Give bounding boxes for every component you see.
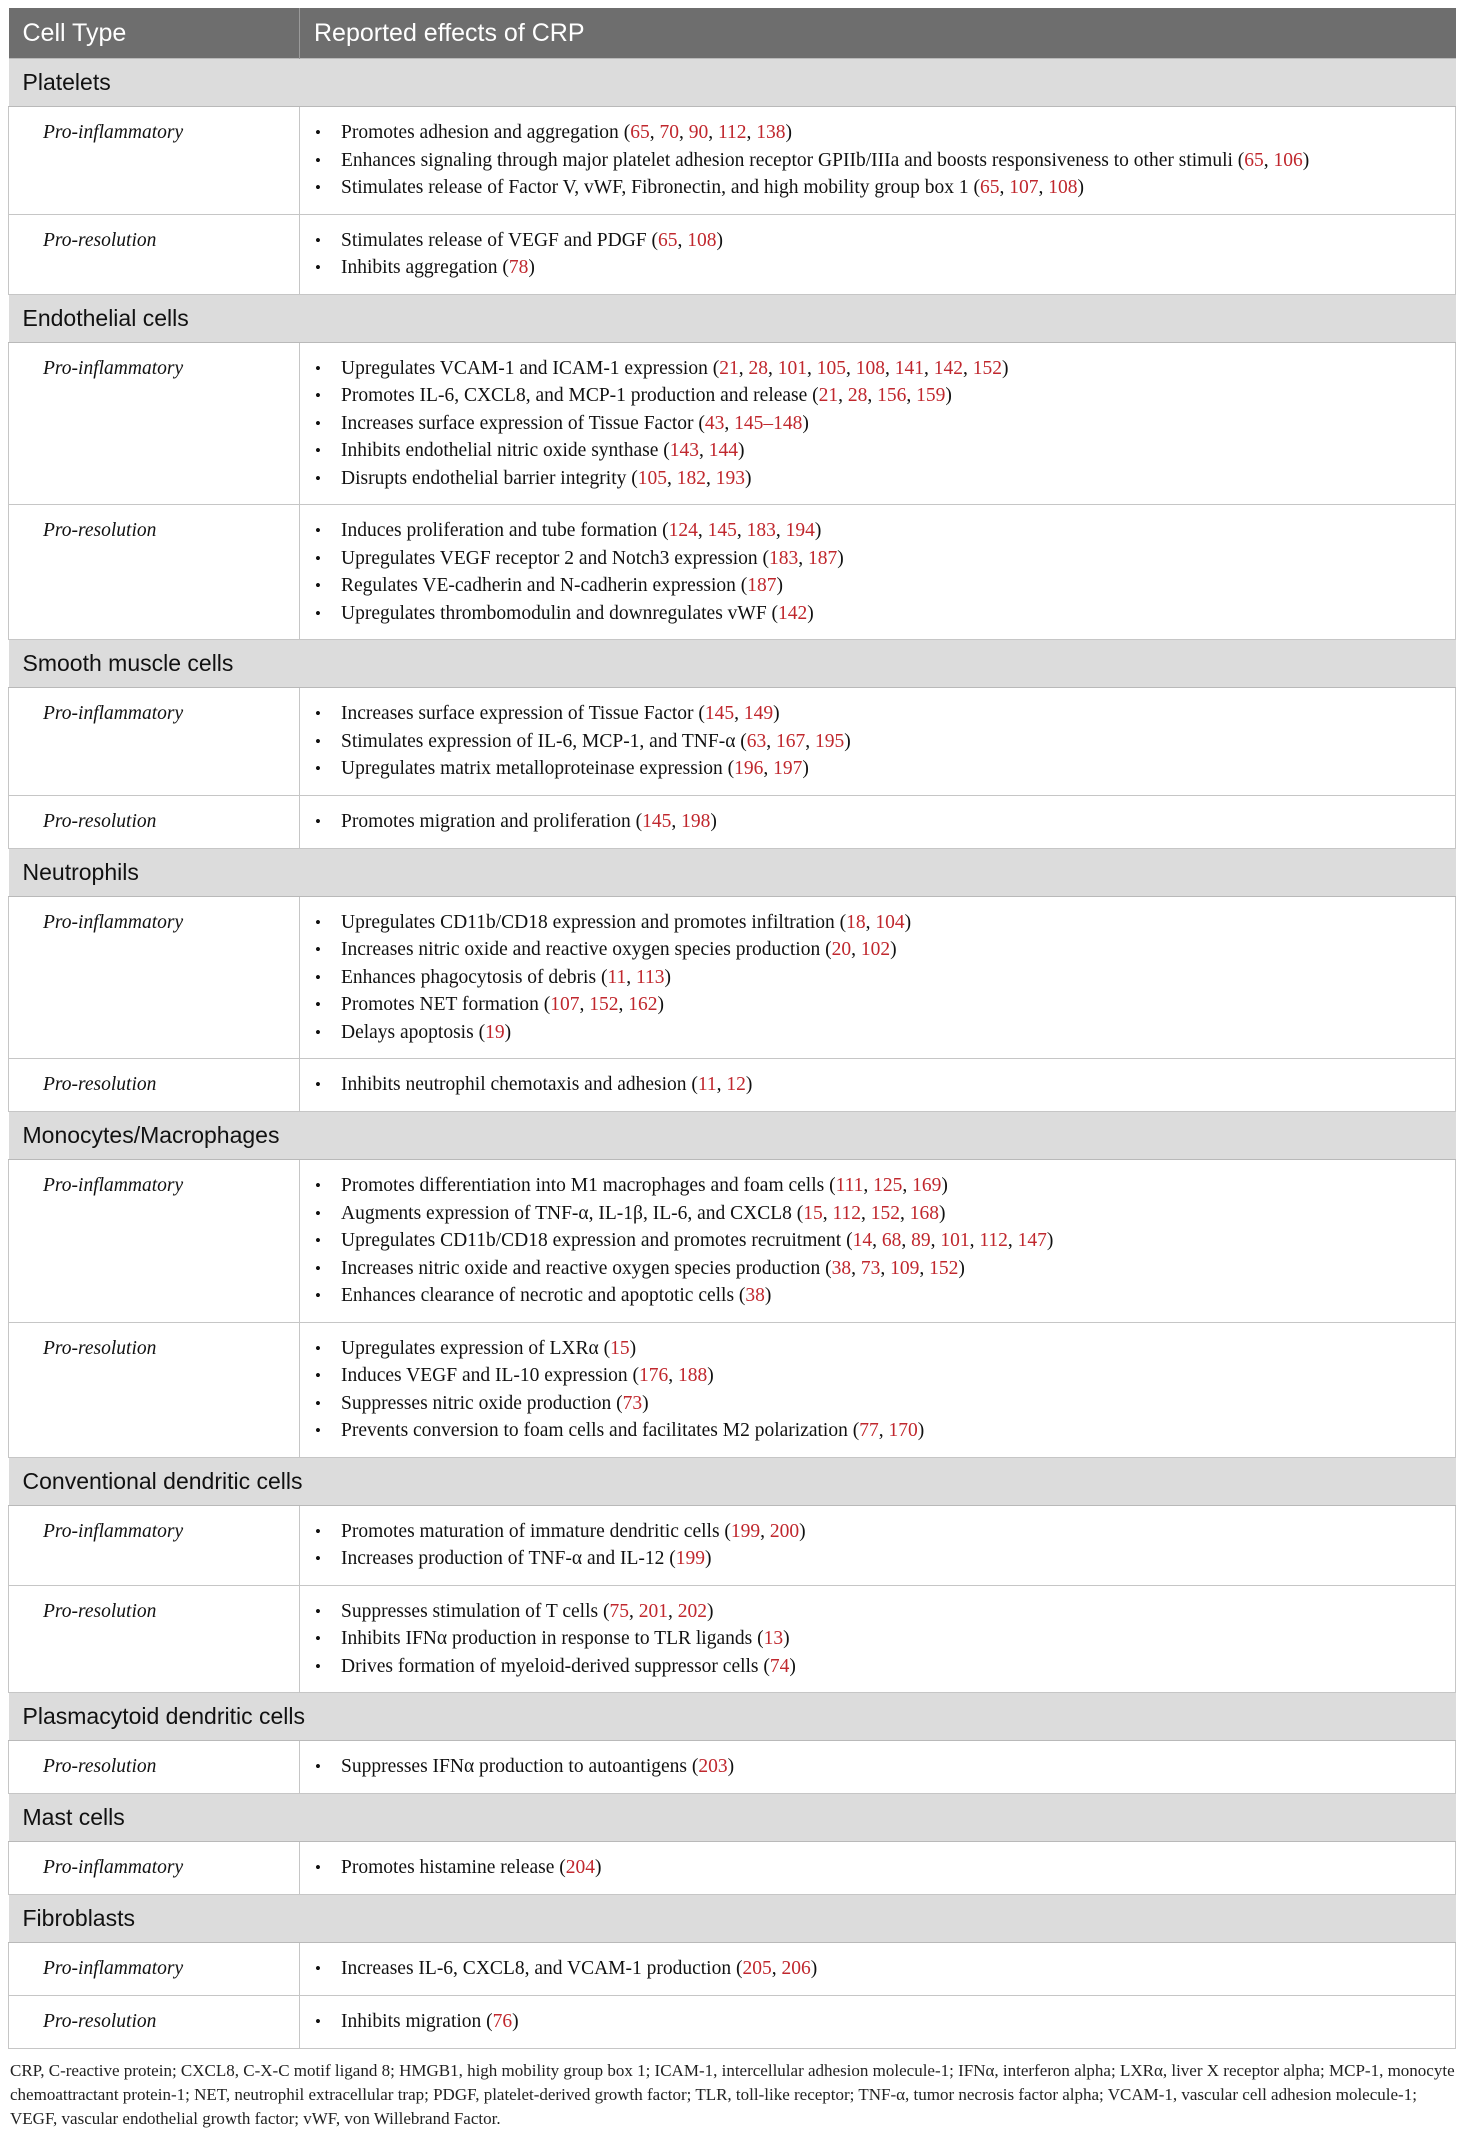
reference-link[interactable]: 145–148 bbox=[734, 412, 803, 434]
reference-link[interactable]: 156 bbox=[877, 385, 907, 406]
effect-text: Promotes differentiation into M1 macrophages and foam cells bbox=[341, 1175, 825, 1196]
reference-link[interactable]: 113 bbox=[635, 966, 665, 988]
effect-text: Upregulates CD11b/CD18 expression and promotes infiltration bbox=[341, 911, 835, 933]
reference-link[interactable]: 162 bbox=[628, 994, 658, 1015]
effect-text: Drives formation of myeloid-derived suppressor cells bbox=[341, 1655, 759, 1677]
effect-text: Increases production of TNF-α and IL-12 bbox=[341, 1548, 665, 1569]
reference-link[interactable]: 152 bbox=[929, 1257, 959, 1279]
reference-link[interactable]: 167 bbox=[776, 730, 806, 752]
effect-text: Increases surface expression of Tissue Factor bbox=[341, 412, 694, 434]
effects-cell bbox=[300, 1943, 1456, 1996]
effect-list-item: • Upregulates VEGF receptor 2 and Notch3 expression (183, 187) bbox=[341, 545, 1454, 573]
effects-list bbox=[301, 1071, 1454, 1099]
effect-list-item: • Inhibits endothelial nitric oxide synthase (143, 144) bbox=[341, 437, 1454, 465]
effect-list-item: • Inhibits migration (76) bbox=[341, 2008, 1454, 2036]
reference-link[interactable]: 170 bbox=[888, 1420, 918, 1441]
section-title: Neutrophils bbox=[9, 848, 1456, 896]
effect-text: Inhibits neutrophil chemotaxis and adhesion bbox=[341, 1074, 687, 1095]
effect-list-item: • Increases IL-6, CXCL8, and VCAM-1 production (205, 206) bbox=[341, 1955, 1454, 1983]
reference-link[interactable]: 107 bbox=[1009, 177, 1039, 198]
reference-link[interactable]: 105 bbox=[637, 467, 668, 489]
reference-link[interactable]: 43 bbox=[704, 412, 725, 434]
section-title: Endothelial cells bbox=[9, 294, 1456, 342]
header-cell-type: Cell Type bbox=[9, 8, 300, 59]
effect-category-label: Pro-resolution bbox=[9, 1996, 300, 2049]
section-title: Mast cells bbox=[9, 1794, 1456, 1842]
reference-link[interactable]: 106 bbox=[1273, 149, 1303, 171]
reference-link[interactable]: 200 bbox=[769, 1520, 800, 1542]
effect-category-label: Pro-inflammatory bbox=[9, 1160, 300, 1323]
effect-list-item: • Inhibits IFNα production in response to TLR ligands (13) bbox=[341, 1625, 1454, 1653]
effect-list-item: • Upregulates matrix metalloproteinase expression (196, 197) bbox=[341, 755, 1454, 783]
effect-group-row bbox=[9, 1842, 1456, 1895]
reference-link[interactable]: 65 bbox=[979, 177, 1000, 198]
effect-list-item: • Increases nitric oxide and reactive oxygen species production (20, 102) bbox=[341, 936, 1454, 964]
effect-text: Induces VEGF and IL-10 expression bbox=[341, 1365, 628, 1386]
effect-category-label: Pro-resolution bbox=[9, 214, 300, 294]
reference-link[interactable]: 14 bbox=[852, 1230, 873, 1251]
reference-link[interactable]: 195 bbox=[815, 730, 845, 752]
reference-link[interactable]: 147 bbox=[1017, 1230, 1047, 1251]
reference-link[interactable]: 78 bbox=[508, 257, 529, 278]
effect-list-item: • Upregulates VCAM-1 and ICAM-1 expression (21, 28, 101, 105, 108, 141, 142, 152) bbox=[341, 355, 1454, 383]
effect-list-item: • Increases surface expression of Tissue Factor (145, 149) bbox=[341, 700, 1454, 728]
reference-link[interactable]: 65 bbox=[1244, 149, 1264, 171]
reference-link[interactable]: 197 bbox=[773, 758, 803, 779]
effect-category-label: Pro-resolution bbox=[9, 1585, 300, 1693]
effect-text: Induces proliferation and tube formation bbox=[341, 520, 658, 541]
effect-list-item: • Stimulates release of VEGF and PDGF (65, 108) bbox=[341, 227, 1454, 255]
effect-group-row bbox=[9, 1996, 1456, 2049]
reference-link[interactable]: 199 bbox=[675, 1548, 706, 1569]
effects-list bbox=[301, 700, 1454, 783]
effect-category-label: Pro-inflammatory bbox=[9, 688, 300, 796]
effect-text: Promotes adhesion and aggregation bbox=[341, 122, 619, 143]
effects-list bbox=[301, 227, 1454, 282]
reference-link[interactable]: 168 bbox=[909, 1202, 940, 1224]
effect-text: Enhances signaling through major platelet adhesion receptor GPIIb/IIIa and boosts responsiveness to other stimuli bbox=[341, 149, 1233, 171]
effect-text: Inhibits aggregation bbox=[341, 257, 498, 278]
section-title: Smooth muscle cells bbox=[9, 640, 1456, 688]
effects-cell bbox=[300, 107, 1456, 215]
header-reported-effects: Reported effects of CRP bbox=[300, 8, 1456, 59]
reference-link[interactable]: 176 bbox=[639, 1365, 669, 1386]
effect-category-label: Pro-inflammatory bbox=[9, 1943, 300, 1996]
effect-group-row bbox=[9, 1160, 1456, 1323]
effects-list bbox=[301, 517, 1454, 627]
effect-list-item: • Induces proliferation and tube formation (124, 145, 183, 194) bbox=[341, 517, 1454, 545]
section-row-neutrophils bbox=[9, 848, 1456, 896]
effect-list-item: • Suppresses IFNα production to autoantigens (203) bbox=[341, 1753, 1454, 1781]
effect-group-row bbox=[9, 214, 1456, 294]
effect-group-row bbox=[9, 1322, 1456, 1457]
effect-text: Upregulates expression of LXRα bbox=[341, 1337, 599, 1359]
effects-list bbox=[301, 1854, 1454, 1882]
effect-list-item: • Enhances phagocytosis of debris (11, 113) bbox=[341, 964, 1454, 992]
reference-link[interactable]: 152 bbox=[589, 994, 619, 1015]
reference-link[interactable]: 142 bbox=[778, 602, 808, 624]
effects-list bbox=[301, 1335, 1454, 1445]
reference-link[interactable]: 11 bbox=[697, 1074, 717, 1095]
reference-link[interactable]: 112 bbox=[717, 122, 747, 143]
reference-link[interactable]: 65 bbox=[630, 122, 650, 143]
reference-link[interactable]: 77 bbox=[859, 1420, 879, 1441]
reference-link[interactable]: 89 bbox=[911, 1230, 931, 1251]
effect-list-item: • Induces VEGF and IL-10 expression (176, 188) bbox=[341, 1362, 1454, 1390]
effect-list-item: • Promotes histamine release (204) bbox=[341, 1854, 1454, 1882]
reference-link[interactable]: 65 bbox=[658, 229, 678, 251]
reference-link[interactable]: 108 bbox=[1048, 177, 1078, 198]
effect-text: Stimulates release of VEGF and PDGF bbox=[341, 229, 647, 251]
effect-list-item: • Promotes IL-6, CXCL8, and MCP-1 production and release (21, 28, 156, 159) bbox=[341, 382, 1454, 410]
effects-cell bbox=[300, 505, 1456, 640]
effect-list-item: • Suppresses nitric oxide production (73) bbox=[341, 1390, 1454, 1418]
effect-group-row bbox=[9, 688, 1456, 796]
effect-text: Stimulates expression of IL-6, MCP-1, and TNF-α bbox=[341, 730, 736, 752]
effects-list bbox=[301, 1753, 1454, 1781]
effect-list-item: • Promotes differentiation into M1 macrophages and foam cells (111, 125, 169) bbox=[341, 1172, 1454, 1200]
effect-text: Promotes maturation of immature dendritic cells bbox=[341, 1520, 720, 1542]
reference-link[interactable]: 21 bbox=[719, 357, 739, 379]
reference-link[interactable]: 11 bbox=[607, 966, 627, 988]
effect-category-label: Pro-resolution bbox=[9, 505, 300, 640]
effect-text: Promotes histamine release bbox=[341, 1857, 555, 1878]
effect-list-item: • Delays apoptosis (19) bbox=[341, 1019, 1454, 1047]
effect-text: Disrupts endothelial barrier integrity bbox=[341, 467, 627, 489]
effect-list-item: • Augments expression of TNF-α, IL-1β, IL-6, and CXCL8 (15, 112, 152, 168) bbox=[341, 1200, 1454, 1228]
reference-link[interactable]: 19 bbox=[485, 1021, 505, 1043]
effect-group-row bbox=[9, 1585, 1456, 1693]
section-row-monocytes-macrophages bbox=[9, 1112, 1456, 1160]
reference-link[interactable]: 109 bbox=[890, 1257, 920, 1279]
reference-link[interactable]: 18 bbox=[846, 911, 866, 933]
effects-cell bbox=[300, 1059, 1456, 1112]
reference-link[interactable]: 187 bbox=[747, 575, 777, 596]
reference-link[interactable]: 199 bbox=[730, 1520, 761, 1542]
effects-list bbox=[301, 1955, 1454, 1983]
reference-link[interactable]: 68 bbox=[881, 1230, 902, 1251]
effect-list-item: • Promotes migration and proliferation (145, 198) bbox=[341, 808, 1454, 836]
reference-link[interactable]: 75 bbox=[609, 1600, 629, 1622]
reference-link[interactable]: 145 bbox=[642, 810, 672, 832]
reference-link[interactable]: 20 bbox=[831, 939, 852, 960]
reference-link[interactable]: 198 bbox=[681, 810, 711, 832]
effect-list-item: • Enhances signaling through major platelet adhesion receptor GPIIb/IIIa and boosts responsiveness to other stimuli (65, 106) bbox=[341, 147, 1454, 175]
reference-link[interactable]: 152 bbox=[870, 1202, 901, 1224]
effect-text: Prevents conversion to foam cells and facilitates M2 polarization bbox=[341, 1420, 848, 1441]
effect-text: Promotes IL-6, CXCL8, and MCP-1 production and release bbox=[341, 385, 808, 406]
reference-link[interactable]: 183 bbox=[746, 520, 776, 541]
reference-link[interactable]: 38 bbox=[745, 1285, 765, 1306]
reference-link[interactable]: 21 bbox=[818, 385, 839, 406]
effect-list-item: • Suppresses stimulation of T cells (75, 201, 202) bbox=[341, 1598, 1454, 1626]
effects-list bbox=[301, 2008, 1454, 2036]
effect-list-item: • Enhances clearance of necrotic and apoptotic cells (38) bbox=[341, 1282, 1454, 1310]
reference-link[interactable]: 111 bbox=[835, 1175, 864, 1196]
effect-category-label: Pro-inflammatory bbox=[9, 342, 300, 505]
reference-link[interactable]: 142 bbox=[933, 357, 963, 379]
effects-cell bbox=[300, 1160, 1456, 1323]
effect-category-label: Pro-inflammatory bbox=[9, 1505, 300, 1585]
effect-text: Upregulates VCAM-1 and ICAM-1 expression bbox=[341, 357, 708, 379]
effect-list-item: • Promotes NET formation (107, 152, 162) bbox=[341, 991, 1454, 1019]
effect-text: Inhibits migration bbox=[341, 2011, 482, 2032]
effect-list-item: • Inhibits neutrophil chemotaxis and adhesion (11, 12) bbox=[341, 1071, 1454, 1099]
effects-list bbox=[301, 1598, 1454, 1681]
reference-link[interactable]: 105 bbox=[816, 357, 846, 379]
effect-list-item: • Stimulates release of Factor V, vWF, Fibronectin, and high mobility group box 1 (65, 107, 108) bbox=[341, 174, 1454, 202]
reference-link[interactable]: 204 bbox=[565, 1857, 595, 1878]
crp-effects-table-container bbox=[8, 8, 1455, 2131]
reference-link[interactable]: 187 bbox=[808, 547, 838, 569]
effect-text: Upregulates matrix metalloproteinase expression bbox=[341, 758, 723, 779]
effects-cell bbox=[300, 1585, 1456, 1693]
table-body bbox=[9, 59, 1456, 2049]
section-row-conventional-dendritic-cells bbox=[9, 1457, 1456, 1505]
effect-text: Upregulates VEGF receptor 2 and Notch3 expression bbox=[341, 547, 758, 569]
reference-link[interactable]: 63 bbox=[746, 730, 767, 752]
effect-text: Delays apoptosis bbox=[341, 1021, 474, 1043]
effect-list-item: • Drives formation of myeloid-derived suppressor cells (74) bbox=[341, 1653, 1454, 1681]
effect-list-item: • Promotes adhesion and aggregation (65, 70, 90, 112, 138) bbox=[341, 119, 1454, 147]
reference-link[interactable]: 112 bbox=[979, 1230, 1008, 1251]
effect-group-row bbox=[9, 1741, 1456, 1794]
reference-link[interactable]: 194 bbox=[785, 520, 815, 541]
effect-text: Suppresses nitric oxide production bbox=[341, 1392, 612, 1414]
section-title: Fibroblasts bbox=[9, 1895, 1456, 1943]
effect-category-label: Pro-resolution bbox=[9, 1741, 300, 1794]
reference-link[interactable]: 202 bbox=[677, 1600, 707, 1622]
reference-link[interactable]: 90 bbox=[688, 122, 709, 143]
reference-link[interactable]: 38 bbox=[831, 1257, 852, 1279]
effect-group-row bbox=[9, 505, 1456, 640]
effect-category-label: Pro-inflammatory bbox=[9, 1842, 300, 1895]
reference-link[interactable]: 73 bbox=[860, 1257, 881, 1279]
effects-cell bbox=[300, 1505, 1456, 1585]
effects-cell bbox=[300, 896, 1456, 1059]
effects-list bbox=[301, 355, 1454, 493]
reference-link[interactable]: 203 bbox=[698, 1756, 728, 1777]
reference-link[interactable]: 70 bbox=[659, 122, 679, 143]
reference-link[interactable]: 196 bbox=[734, 758, 764, 779]
reference-link[interactable]: 143 bbox=[669, 440, 699, 461]
table-footnote: CRP, C-reactive protein; CXCL8, C-X-C motif ligand 8; HMGB1, high mobility group box 1; ICAM-1, intercellular adhesion molecule-1; IFNα, interferon alpha; LXRα, liver X receptor alpha; MCP-1, monocyte chemoattractant protein-1; NET, neutrophil extracellular trap; PDGF, platelet-derived growth factor; TLR, toll-like receptor; TNF-α, tumor necrosis factor alpha; VCAM-1, vascular cell adhesion molecule-1; VEGF, vascular endothelial growth factor; vWF, von Willebrand Factor. bbox=[10, 2061, 1455, 2128]
effect-list-item: • Upregulates CD11b/CD18 expression and promotes recruitment (14, 68, 89, 101, 112, 147) bbox=[341, 1227, 1454, 1255]
effect-text: Enhances phagocytosis of debris bbox=[341, 966, 597, 988]
effect-list-item: • Increases production of TNF-α and IL-12 (199) bbox=[341, 1545, 1454, 1573]
section-title: Platelets bbox=[9, 59, 1456, 107]
effect-group-row bbox=[9, 1059, 1456, 1112]
reference-link[interactable]: 73 bbox=[622, 1392, 643, 1414]
reference-link[interactable]: 183 bbox=[769, 547, 799, 569]
effects-cell bbox=[300, 795, 1456, 848]
section-row-smooth-muscle-cells bbox=[9, 640, 1456, 688]
reference-link[interactable]: 206 bbox=[781, 1958, 811, 1979]
section-row-mast-cells bbox=[9, 1794, 1456, 1842]
effects-cell bbox=[300, 1996, 1456, 2049]
effects-cell bbox=[300, 342, 1456, 505]
effect-text: Increases nitric oxide and reactive oxygen species production bbox=[341, 1257, 821, 1279]
effects-list bbox=[301, 909, 1454, 1047]
effect-category-label: Pro-resolution bbox=[9, 795, 300, 848]
effect-list-item: • Disrupts endothelial barrier integrity (105, 182, 193) bbox=[341, 465, 1454, 493]
effect-text: Upregulates CD11b/CD18 expression and promotes recruitment bbox=[341, 1230, 842, 1251]
reference-link[interactable]: 12 bbox=[726, 1074, 746, 1095]
effect-text: Stimulates release of Factor V, vWF, Fibronectin, and high mobility group box 1 bbox=[341, 177, 969, 198]
reference-link[interactable]: 138 bbox=[756, 122, 786, 143]
effect-text: Inhibits endothelial nitric oxide synthase bbox=[341, 440, 659, 461]
reference-link[interactable]: 193 bbox=[715, 467, 746, 489]
effect-list-item: • Regulates VE-cadherin and N-cadherin expression (187) bbox=[341, 572, 1454, 600]
effect-text: Regulates VE-cadherin and N-cadherin expression bbox=[341, 575, 736, 596]
reference-link[interactable]: 144 bbox=[708, 440, 738, 461]
effect-category-label: Pro-resolution bbox=[9, 1059, 300, 1112]
reference-link[interactable]: 124 bbox=[668, 520, 698, 541]
reference-link[interactable]: 28 bbox=[748, 357, 768, 379]
effects-cell bbox=[300, 214, 1456, 294]
effect-text: Inhibits IFNα production in response to TLR ligands bbox=[341, 1628, 753, 1649]
section-row-fibroblasts bbox=[9, 1895, 1456, 1943]
reference-link[interactable]: 104 bbox=[875, 911, 905, 933]
section-title: Plasmacytoid dendritic cells bbox=[9, 1693, 1456, 1741]
reference-link[interactable]: 107 bbox=[550, 994, 580, 1015]
effect-category-label: Pro-inflammatory bbox=[9, 107, 300, 215]
reference-link[interactable]: 169 bbox=[912, 1175, 942, 1196]
effects-list bbox=[301, 119, 1454, 202]
reference-link[interactable]: 141 bbox=[894, 357, 924, 379]
reference-link[interactable]: 28 bbox=[847, 385, 868, 406]
reference-link[interactable]: 182 bbox=[676, 467, 707, 489]
effects-cell bbox=[300, 1741, 1456, 1794]
effect-text: Increases IL-6, CXCL8, and VCAM-1 production bbox=[341, 1958, 732, 1979]
section-row-plasmacytoid-dendritic-cells bbox=[9, 1693, 1456, 1741]
effect-text: Enhances clearance of necrotic and apoptotic cells bbox=[341, 1285, 735, 1306]
section-title: Conventional dendritic cells bbox=[9, 1457, 1456, 1505]
effect-text: Suppresses stimulation of T cells bbox=[341, 1600, 599, 1622]
reference-link[interactable]: 112 bbox=[832, 1202, 862, 1224]
section-title: Monocytes/Macrophages bbox=[9, 1112, 1456, 1160]
reference-link[interactable]: 15 bbox=[803, 1202, 823, 1224]
effect-list-item: • Upregulates expression of LXRα (15) bbox=[341, 1335, 1454, 1363]
reference-link[interactable]: 152 bbox=[972, 357, 1002, 379]
section-row-platelets bbox=[9, 59, 1456, 107]
effect-text: Promotes migration and proliferation bbox=[341, 810, 631, 832]
reference-link[interactable]: 205 bbox=[742, 1958, 772, 1979]
effect-list-item: • Increases surface expression of Tissue Factor (43, 145–148) bbox=[341, 410, 1454, 438]
effect-text: Increases nitric oxide and reactive oxygen species production bbox=[341, 939, 821, 960]
reference-link[interactable]: 159 bbox=[916, 385, 946, 406]
effect-text: Promotes NET formation bbox=[341, 994, 539, 1015]
effect-group-row bbox=[9, 107, 1456, 215]
effect-text: Increases surface expression of Tissue Factor bbox=[341, 703, 694, 724]
table-header-row bbox=[9, 8, 1456, 59]
effect-list-item: • Upregulates CD11b/CD18 expression and promotes infiltration (18, 104) bbox=[341, 909, 1454, 937]
reference-link[interactable]: 15 bbox=[610, 1337, 630, 1359]
reference-link[interactable]: 101 bbox=[940, 1230, 970, 1251]
effects-cell bbox=[300, 1322, 1456, 1457]
effect-list-item: • Prevents conversion to foam cells and facilitates M2 polarization (77, 170) bbox=[341, 1417, 1454, 1445]
reference-link[interactable]: 13 bbox=[763, 1628, 784, 1649]
reference-link[interactable]: 108 bbox=[687, 229, 717, 251]
effect-list-item: • Inhibits aggregation (78) bbox=[341, 254, 1454, 282]
reference-link[interactable]: 102 bbox=[860, 939, 891, 960]
effect-category-label: Pro-resolution bbox=[9, 1322, 300, 1457]
effect-group-row bbox=[9, 1505, 1456, 1585]
reference-link[interactable]: 101 bbox=[777, 357, 807, 379]
reference-link[interactable]: 145 bbox=[704, 703, 735, 724]
effects-list bbox=[301, 1172, 1454, 1310]
reference-link[interactable]: 188 bbox=[678, 1365, 708, 1386]
reference-link[interactable]: 76 bbox=[492, 2011, 513, 2032]
effect-list-item: • Stimulates expression of IL-6, MCP-1, and TNF-α (63, 167, 195) bbox=[341, 728, 1454, 756]
reference-link[interactable]: 149 bbox=[743, 703, 774, 724]
effect-group-row bbox=[9, 896, 1456, 1059]
effect-group-row bbox=[9, 1943, 1456, 1996]
effect-list-item: • Upregulates thrombomodulin and downregulates vWF (142) bbox=[341, 600, 1454, 628]
effect-text: Upregulates thrombomodulin and downregulates vWF bbox=[341, 602, 767, 624]
effects-list bbox=[301, 808, 1454, 836]
section-row-endothelial-cells bbox=[9, 294, 1456, 342]
reference-link[interactable]: 125 bbox=[873, 1175, 903, 1196]
reference-link[interactable]: 201 bbox=[638, 1600, 668, 1622]
effect-text: Augments expression of TNF-α, IL-1β, IL-6, and CXCL8 bbox=[341, 1202, 792, 1224]
effects-cell bbox=[300, 688, 1456, 796]
effect-category-label: Pro-inflammatory bbox=[9, 896, 300, 1059]
reference-link[interactable]: 74 bbox=[769, 1655, 790, 1677]
effect-list-item: • Promotes maturation of immature dendritic cells (199, 200) bbox=[341, 1518, 1454, 1546]
effect-text: Suppresses IFNα production to autoantigens bbox=[341, 1756, 688, 1777]
reference-link[interactable]: 145 bbox=[707, 520, 737, 541]
effects-cell bbox=[300, 1842, 1456, 1895]
reference-link[interactable]: 108 bbox=[855, 357, 885, 379]
effect-group-row bbox=[9, 342, 1456, 505]
effect-list-item: • Increases nitric oxide and reactive oxygen species production (38, 73, 109, 152) bbox=[341, 1255, 1454, 1283]
effects-list bbox=[301, 1518, 1454, 1573]
effect-group-row bbox=[9, 795, 1456, 848]
crp-effects-table bbox=[8, 8, 1456, 2049]
